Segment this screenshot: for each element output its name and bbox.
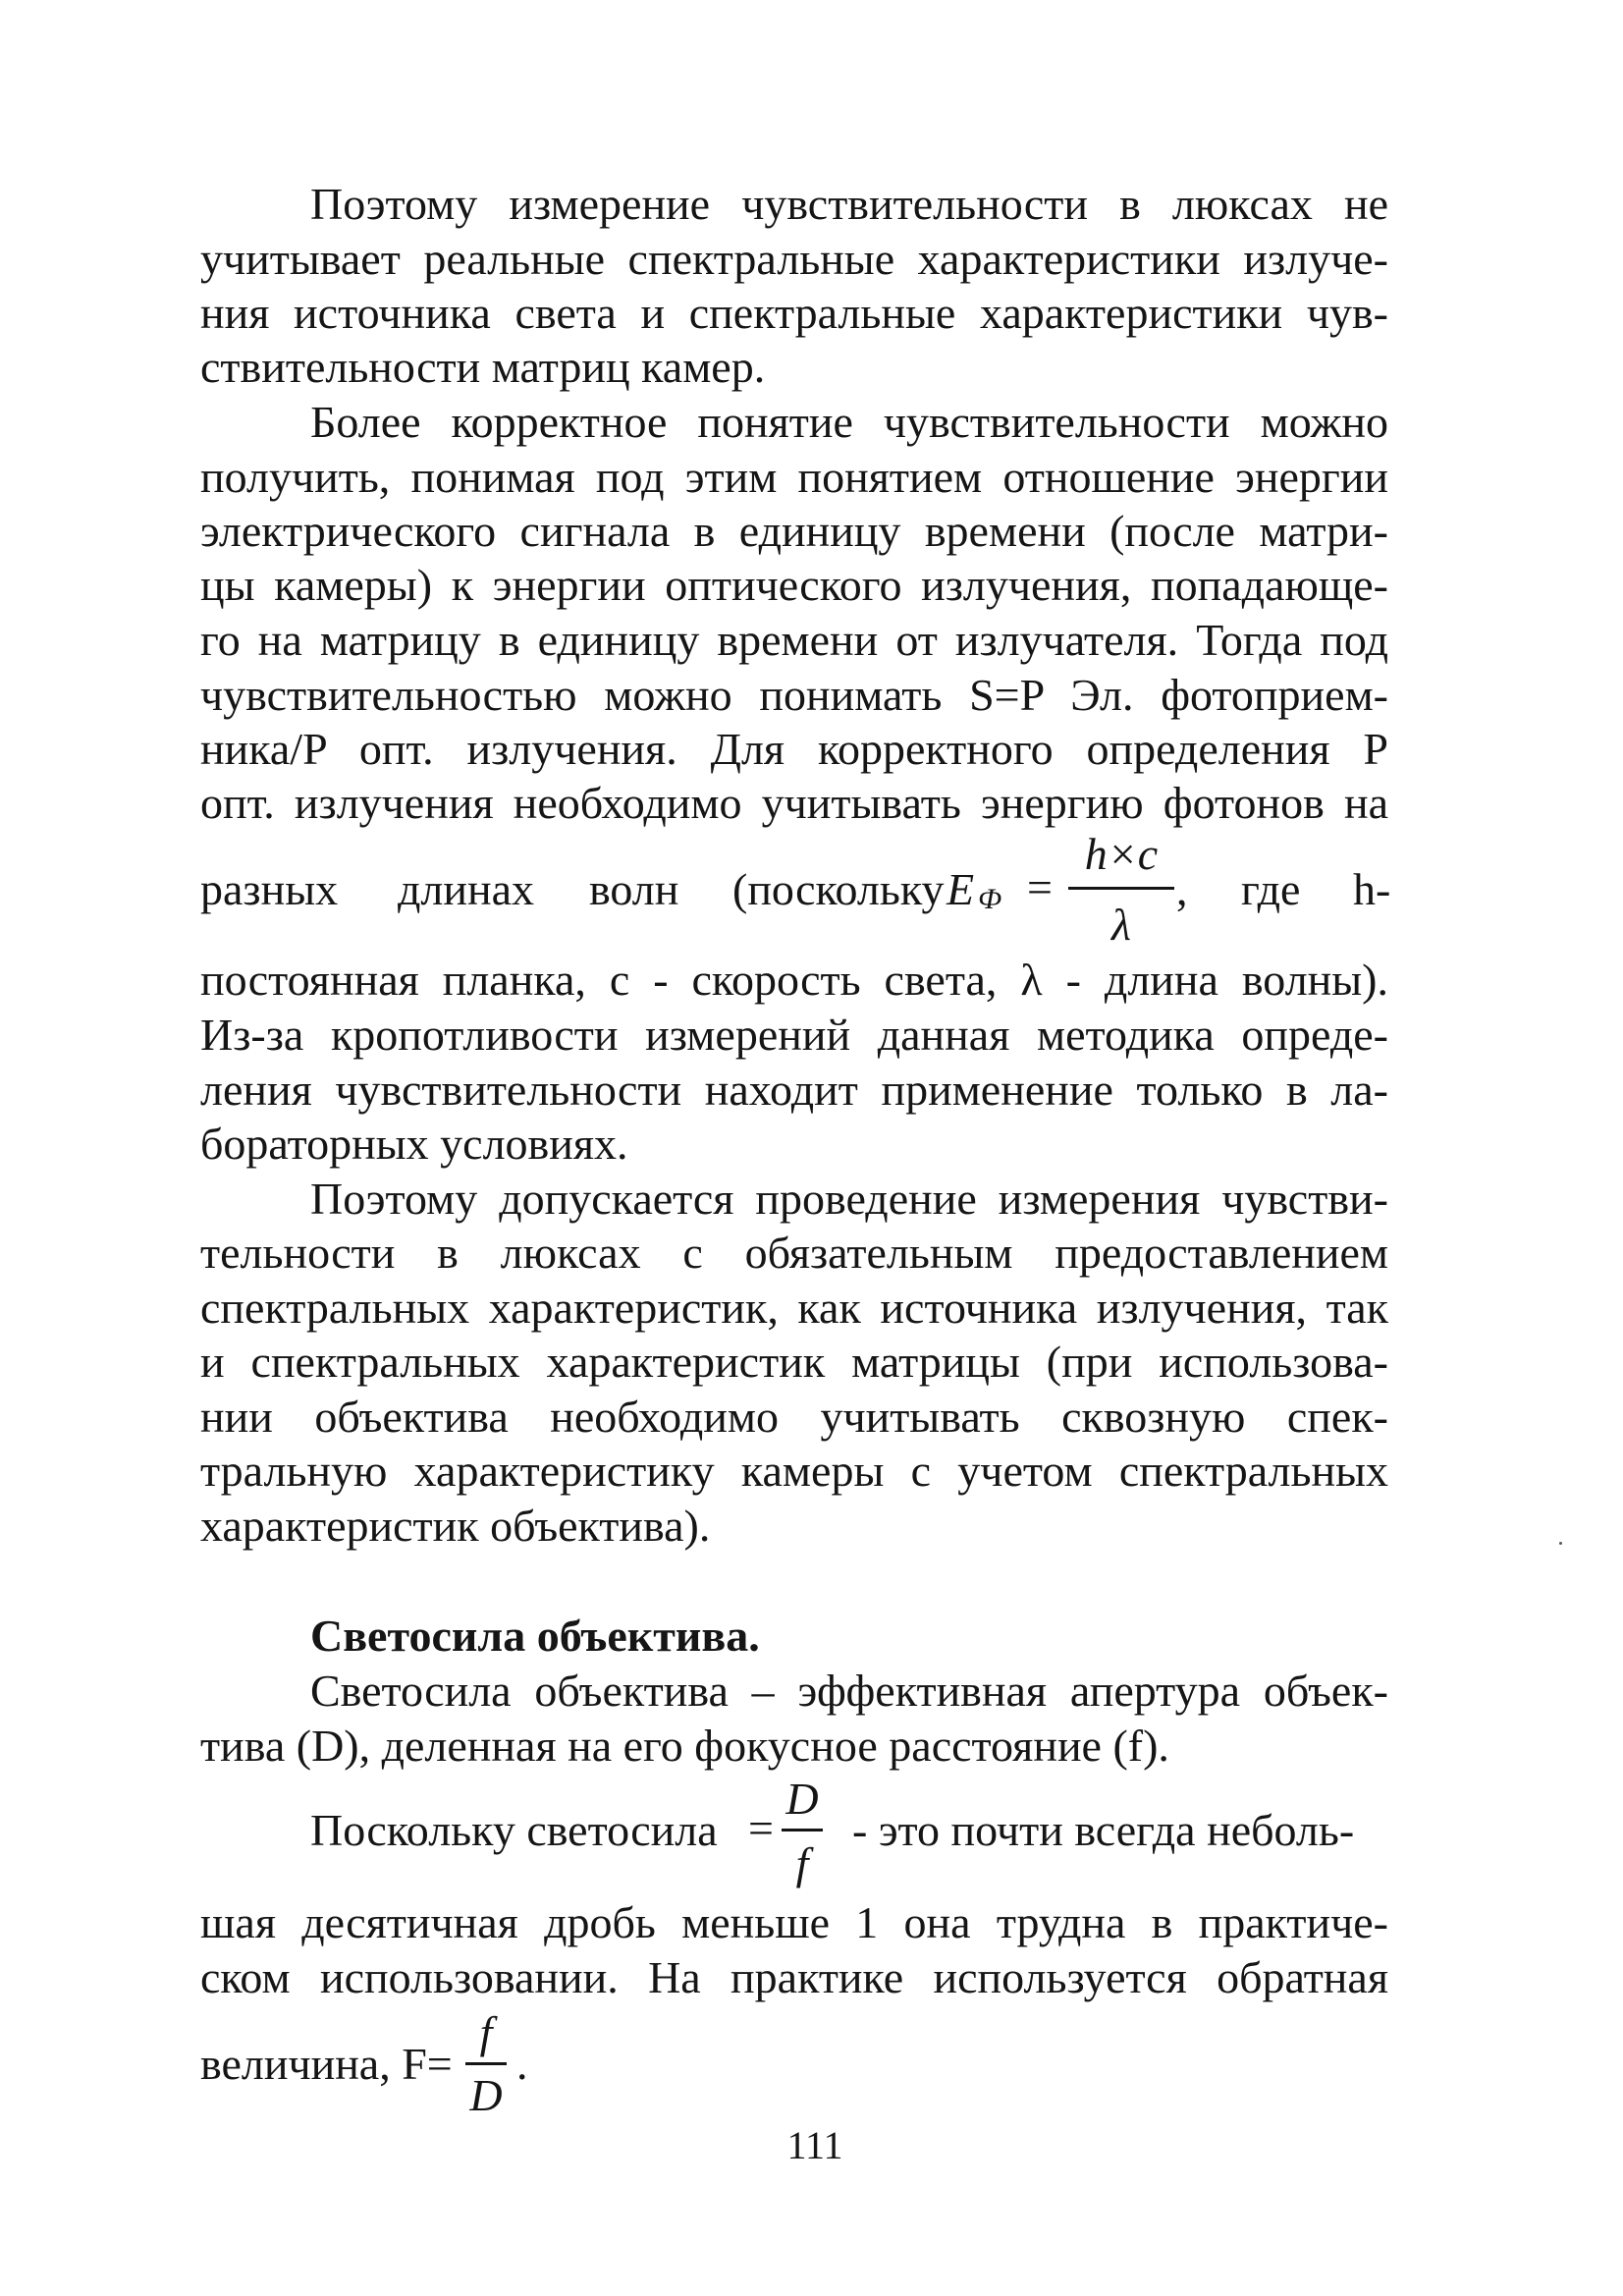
word-dlinakh: длинах (398, 864, 535, 914)
word-voln: волн (589, 864, 679, 914)
formula3-numerator: f (479, 2007, 493, 2057)
cont-line-2: ском использовании. На практике используется обратная (200, 1952, 1388, 2002)
formula2-equals: = (748, 1803, 774, 1853)
p2-line-4: цы камеры) к энергии оптического излучения, попадающе- (200, 560, 1388, 610)
p1-line-4: ствительности матриц камер. (200, 342, 766, 392)
p2cont-line-3: ления чувствительности находит применение только в ла- (200, 1065, 1388, 1115)
formula3-period: . (516, 2039, 528, 2089)
p2cont-line-1: постоянная планка, с - скорость света, λ - длина волны). (200, 955, 1388, 1005)
formula-denominator: λ (1111, 900, 1131, 950)
word-poskolku: (поскольку (732, 864, 945, 914)
page-number: 111 (786, 2123, 843, 2167)
formula-lhs-e: E (947, 864, 975, 914)
p3-line-7: характеристик объектива). (200, 1501, 711, 1551)
word-raznykh: разных (200, 864, 339, 914)
section-heading: Светосила объектива. (310, 1611, 760, 1661)
formula3-pre: величина, F= (200, 2039, 453, 2089)
scan-speck (1559, 1542, 1562, 1545)
p2-line-8: опт. излучения необходимо учитывать энергию фотонов на (200, 778, 1388, 828)
p2-line-3: электрического сигнала в единицу времени (после матри- (200, 506, 1388, 556)
p3-line-5: нии объектива необходимо учитывать сквозную спек- (200, 1392, 1388, 1442)
p1-line-1: Поэтому измерение чувствительности в люксах не (310, 179, 1388, 229)
formula2-pre: Поскольку светосила (310, 1805, 718, 1855)
def-line-1: Светосила объектива – эффективная апертура объек- (310, 1666, 1388, 1716)
formula3-fraction-bar (465, 2062, 507, 2065)
p3-line-6: тральную характеристику камеры с учетом спектральных (200, 1446, 1388, 1496)
p2-line-2: получить, понимая под этим понятием отношение энергии (200, 452, 1388, 502)
p2-line-7: ника/P опт. излучения. Для корректного определения P (200, 724, 1388, 774)
p3-line-4: и спектральных характеристик матрицы (при использова- (200, 1337, 1388, 1387)
formula3-denominator: D (469, 2070, 503, 2120)
p1-line-2: учитывает реальные спектральные характеристики излуче- (200, 234, 1388, 284)
fraction-bar (1068, 887, 1174, 890)
formula-numerator: h×c (1084, 829, 1159, 879)
p2-line-5: го на матрицу в единицу времени от излучателя. Тогда под (200, 615, 1388, 665)
formula2-denominator: f (795, 1838, 809, 1888)
formula2-fraction-bar (782, 1829, 823, 1831)
word-gde: где (1241, 864, 1301, 914)
cont-line-1: шая десятичная дробь меньше 1 она трудна в практиче- (200, 1897, 1388, 1947)
formula-equals: = (1027, 862, 1053, 912)
p3-line-2: тельности в люксах с обязательным предоставлением (200, 1228, 1388, 1278)
word-h-dash: h- (1353, 864, 1391, 914)
formula2-post: - это почти всегда неболь- (852, 1805, 1355, 1855)
formula-lhs-subscript: Ф (978, 883, 1002, 915)
p2-line-1: Более корректное понятие чувствительности можно (310, 397, 1388, 447)
p2cont-line-2: Из-за кропотливости измерений данная методика опреде- (200, 1010, 1388, 1060)
formula-comma: , (1176, 864, 1188, 914)
p2cont-line-4: бораторных условиях. (200, 1119, 628, 1169)
p3-line-3: спектральных характеристик, как источника излучения, так (200, 1283, 1388, 1333)
p1-line-3: ния источника света и спектральные характеристики чув- (200, 288, 1388, 338)
p2-line-6: чувствительностью можно понимать S=P Эл. фотоприем- (200, 670, 1388, 720)
p3-line-1: Поэтому допускается проведение измерения чувстви- (310, 1174, 1388, 1224)
formula2-numerator: D (785, 1774, 819, 1824)
def-line-2: тива (D), деленная на его фокусное расстояние (f). (200, 1721, 1169, 1771)
